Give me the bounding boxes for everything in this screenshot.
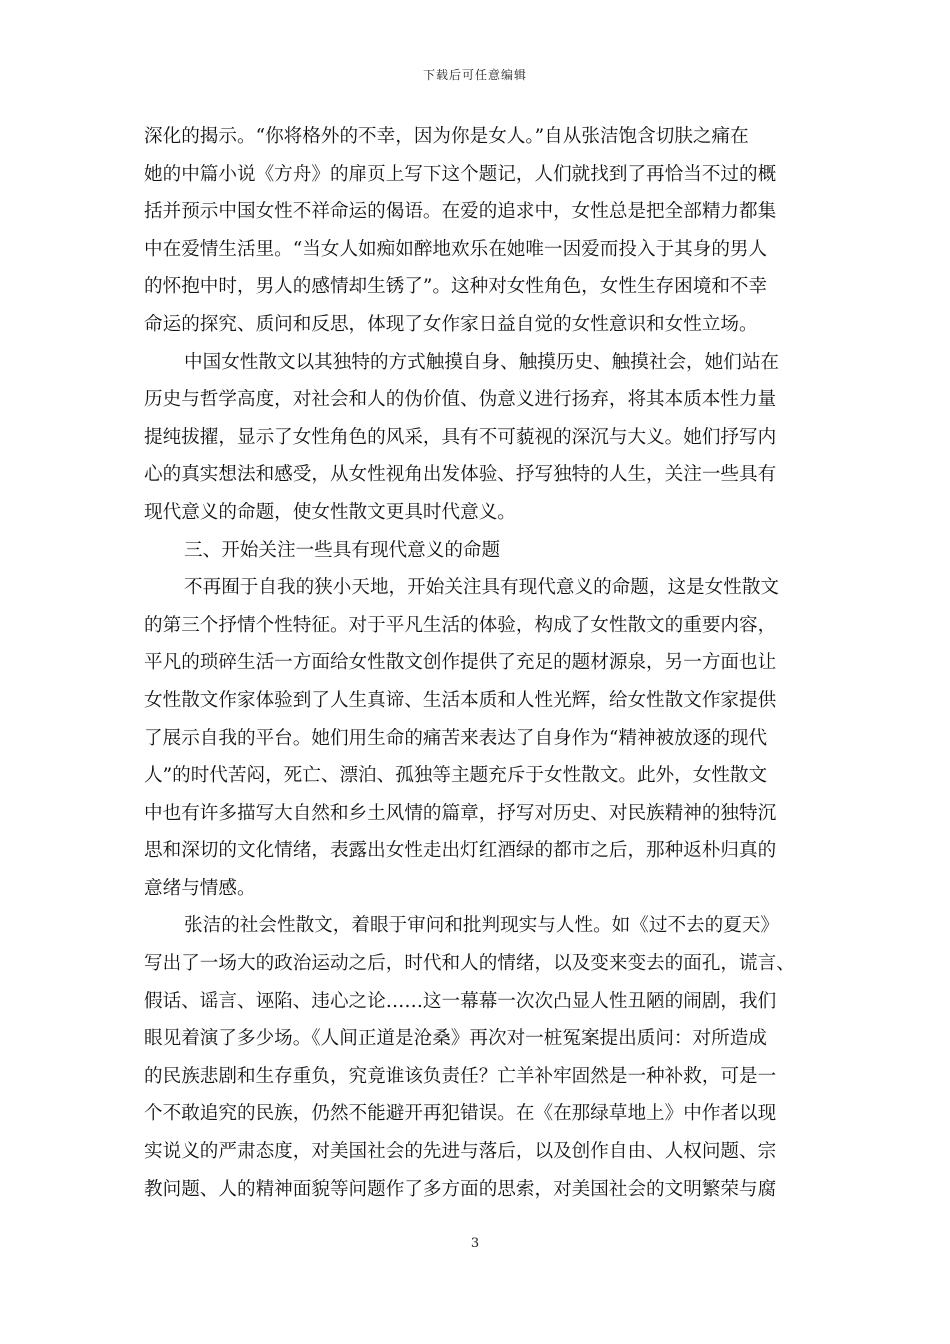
text-line: 心的真实想法和感受，从女性视角出发体验、抒写独特的人生，关注一些具有: [144, 464, 777, 486]
section-heading-text: 三、开始关注一些具有现代意义的命题: [184, 539, 501, 561]
text-line: 不再囿于自我的狭小天地，开始关注具有现代意义的命题，这是女性散文: [184, 577, 780, 599]
text-line: 命运的探究、质问和反思，体现了女作家日益自觉的女性意识和女性立场。: [144, 313, 758, 335]
text-line: 假话、谣言、诬陷、违心之论……这一幕幕一次次凸显人性丑陋的闹剧，我们: [144, 990, 777, 1012]
text-line: 现代意义的命题，使女性散文更具时代意义。: [144, 501, 516, 523]
text-line: 中在爱情生活里。“当女人如痴如醉地欢乐在她唯一因爱而投入于其身的男人: [144, 238, 768, 260]
text-line: 女性散文作家体验到了人生真谛、生活本质和人性光辉，给女性散文作家提供: [144, 689, 777, 711]
text-line: 意绪与情感。: [144, 877, 256, 899]
text-line: 思和深切的文化情绪，表露出女性走出灯红酒绿的都市之后，那种返朴归真的: [144, 840, 777, 862]
page-header: 下载后可任意编辑: [422, 68, 527, 82]
paragraph-4: [144, 907, 808, 1208]
text-line: 个不敢追究的民族，仍然不能避开再犯错误。在《在那绿草地上》中作者以现: [144, 1103, 777, 1125]
text-line: 深化的揭示。“你将格外的不幸，因为你是女人。”自从张洁饱含切肤之痛在: [144, 126, 749, 147]
section-heading: [144, 532, 808, 570]
text-line: 历史与哲学高度，对社会和人的伪价值、伪意义进行扬弃，将其本质本性力量: [144, 389, 777, 411]
document-body: [144, 118, 808, 1208]
text-line: 实说义的严肃态度，对美国社会的先进与落后，以及创作自由、人权问题、宗: [144, 1141, 777, 1163]
text-line: 她的中篇小说《方舟》的扉页上写下这个题记，人们就找到了再恰当不过的概: [144, 163, 777, 185]
text-line: 张洁的社会性散文，着眼于审问和批判现实与人性。如《过不去的夏天》: [184, 915, 780, 937]
paragraph-3: [144, 569, 808, 907]
text-line: 的民族悲剧和生存重负，究竟谁该负责任？亡羊补牢固然是一种补救，可是一: [144, 1065, 777, 1087]
text-line: 的怀抱中时，男人的感情却生锈了”。这种对女性角色，女性生存困境和不幸: [144, 276, 768, 298]
text-line: 平凡的琐碎生活一方面给女性散文创作提供了充足的题材源泉，另一方面也让: [144, 652, 777, 674]
paragraph-1: [144, 118, 808, 344]
text-line: 的第三个抒情个性特征。对于平凡生活的体验，构成了女性散文的重要内容，: [144, 614, 777, 636]
text-line: 提纯拔擢，显示了女性角色的风采，具有不可藐视的深沉与大义。她们抒写内: [144, 426, 777, 448]
text-line: 人”的时代苦闷，死亡、漂泊、孤独等主题充斥于女性散文。此外，女性散文: [144, 765, 768, 787]
text-line: 括并预示中国女性不祥命运的偈语。在爱的追求中，女性总是把全部精力都集: [144, 201, 777, 223]
text-line: 中国女性散文以其独特的方式触摸自身、触摸历史、触摸社会，她们站在: [184, 351, 780, 373]
text-line: 教问题、人的精神面貌等问题作了多方面的思索，对美国社会的文明繁荣与腐: [144, 1178, 777, 1200]
text-line: 了展示自我的平台。她们用生命的痛苦来表达了自身作为“精神被放逐的现代: [144, 727, 768, 749]
paragraph-2: [144, 344, 808, 532]
page-number: 3: [470, 1236, 480, 1251]
text-line: 眼见着演了多少场。《人间正道是沧桑》再次对一桩冤案提出质问：对所造成: [144, 1028, 767, 1050]
text-line: 写出了一场大的政治运动之后，时代和人的情绪，以及变来变去的面孔，谎言、: [144, 953, 795, 975]
text-line: 中也有许多描写大自然和乡土风情的篇章，抒写对历史、对民族精神的独特沉: [144, 802, 777, 824]
